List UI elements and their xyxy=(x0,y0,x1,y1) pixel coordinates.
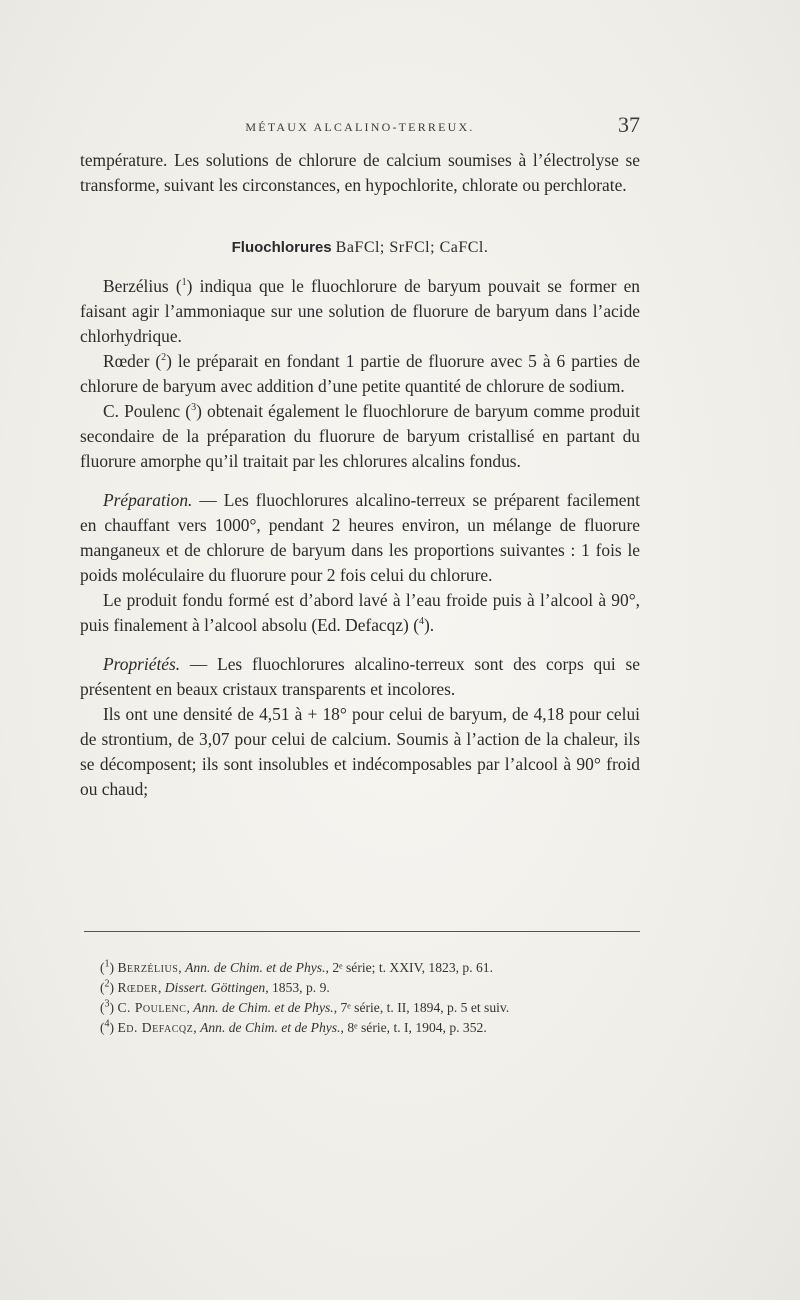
paragraph-berzelius xyxy=(80,274,640,349)
section-title-formula: BaFCl; SrFCl; CaFCl. xyxy=(335,239,489,256)
footnote-4: ($^4$) Ed. Defacqz, Ann. de Chim. et de Phys., 8ᵉ série, t. I, 1904, p. 352. xyxy=(100,1018,487,1035)
paragraph-preparation-2 xyxy=(80,588,640,638)
footnote-ref: 1 xyxy=(181,277,187,289)
footnote-author: Ed. Defacqz xyxy=(117,1020,194,1035)
page-header xyxy=(80,112,640,138)
text-run: ) obtenait également le fluochlorure de baryum comme produit secondaire de la préparation du fluorure de baryum cristallisé en partant du fluorure amorphe qu’il traitait par les chlorures alcalins fondus. xyxy=(80,401,640,471)
text-run: — Les fluochlorures alcalino-terreux sont des corps qui se présentent en beaux cristaux transparents et incolores. xyxy=(80,654,640,699)
footnote-journal: Ann. de Chim. et de Phys. xyxy=(200,1020,341,1035)
paragraph-continuation: température. Les solutions de chlorure de calcium soumises à l’électrolyse se transforme, suivant les circonstances, en hypochlorite, chlorate ou perchlorate. xyxy=(80,150,640,195)
footnote-ref: 4 xyxy=(418,616,424,628)
paragraph-proprietes xyxy=(80,652,640,702)
paragraph-preparation xyxy=(80,488,640,588)
footnote-journal: Ann. de Chim. et de Phys. xyxy=(185,960,326,975)
section-title-label: Fluochlorures xyxy=(231,239,332,256)
footnotes xyxy=(80,958,640,1038)
footnote-number: 1 xyxy=(104,958,110,970)
footnote-details: , 2ᵉ série; t. XXIV, 1823, p. 61. xyxy=(325,960,493,975)
subsection-label: Propriétés. xyxy=(103,654,181,674)
footnote-ref: 3 xyxy=(191,402,197,414)
footnote-journal: Dissert. Göttingen xyxy=(164,980,266,995)
footnote-number: 2 xyxy=(104,978,110,990)
footnote-2: ($^2$) Rœder, Dissert. Göttingen, 1853, p. 9. xyxy=(100,978,330,995)
text-run: ). xyxy=(423,615,435,635)
running-head: MÉTAUX ALCALINO-TERREUX. xyxy=(245,120,475,134)
footnote-author: Berzélius xyxy=(117,960,179,975)
text-run: Rœder ( xyxy=(103,351,162,371)
subsection-label: Préparation. xyxy=(103,490,193,510)
footnote-number: 4 xyxy=(104,1018,110,1030)
paragraph-poulenc xyxy=(80,399,640,474)
text-run: Le produit fondu formé est d’abord lavé à l’eau froide puis à l’alcool à 90°, puis finalement à l’alcool absolu (Ed. Defacqz) ( xyxy=(80,590,640,635)
text-run: Berzélius ( xyxy=(103,276,182,296)
paragraph-roeder xyxy=(80,349,640,399)
footnote-journal: Ann. de Chim. et de Phys. xyxy=(193,1000,334,1015)
section-title xyxy=(80,235,640,260)
footnote-rule xyxy=(84,931,640,932)
footnote-author: Rœder xyxy=(117,980,158,995)
body-text xyxy=(80,148,640,802)
footnote-number: 3 xyxy=(104,998,110,1010)
text-run: ) indiqua que le fluochlorure de baryum pouvait se former en faisant agir l’ammoniaque sur une solution de fluorure de baryum dans l’acide chlorhydrique. xyxy=(80,276,640,346)
footnote-author: C. Poulenc xyxy=(117,1000,187,1015)
page-number: 37 xyxy=(618,112,640,137)
footnote-3: ($^3$) C. Poulenc, Ann. de Chim. et de Phys., 7ᵉ série, t. II, 1894, p. 5 et suiv. xyxy=(100,998,510,1015)
footnote-details: , 1853, p. 9. xyxy=(265,980,330,995)
footnote-details: , 7ᵉ série, t. II, 1894, p. 5 et suiv. xyxy=(333,1000,510,1015)
text-run: ) le préparait en fondant 1 partie de fluorure avec 5 à 6 parties de chlorure de baryum avec addition d’une petite quantité de chlorure de sodium. xyxy=(80,351,640,396)
footnote-details: , 8ᵉ série, t. I, 1904, p. 352. xyxy=(340,1020,487,1035)
footnote-ref: 2 xyxy=(161,352,167,364)
text-run: C. Poulenc ( xyxy=(103,401,192,421)
footnote-1: ($^1$) Berzélius, Ann. de Chim. et de Phys., 2ᵉ série; t. XXIV, 1823, p. 61. xyxy=(100,958,493,975)
paragraph-densite: Ils ont une densité de 4,51 à + 18° pour celui de baryum, de 4,18 pour celui de strontium, de 3,07 pour celui de calcium. Soumis à l’action de la chaleur, ils se décomposent; ils sont insolubles et indécomposables par l’alcool à 90° froid ou chaud; xyxy=(80,704,640,799)
text-run: — Les fluochlorures alcalino-terreux se préparent facilement en chauffant vers 1000°, pendant 2 heures environ, un mélange de fluorure manganeux et de chlorure de baryum dans les proportions suivantes : 1 fois le poids moléculaire du fluorure pour 2 fois celui du chlorure. xyxy=(80,490,640,585)
